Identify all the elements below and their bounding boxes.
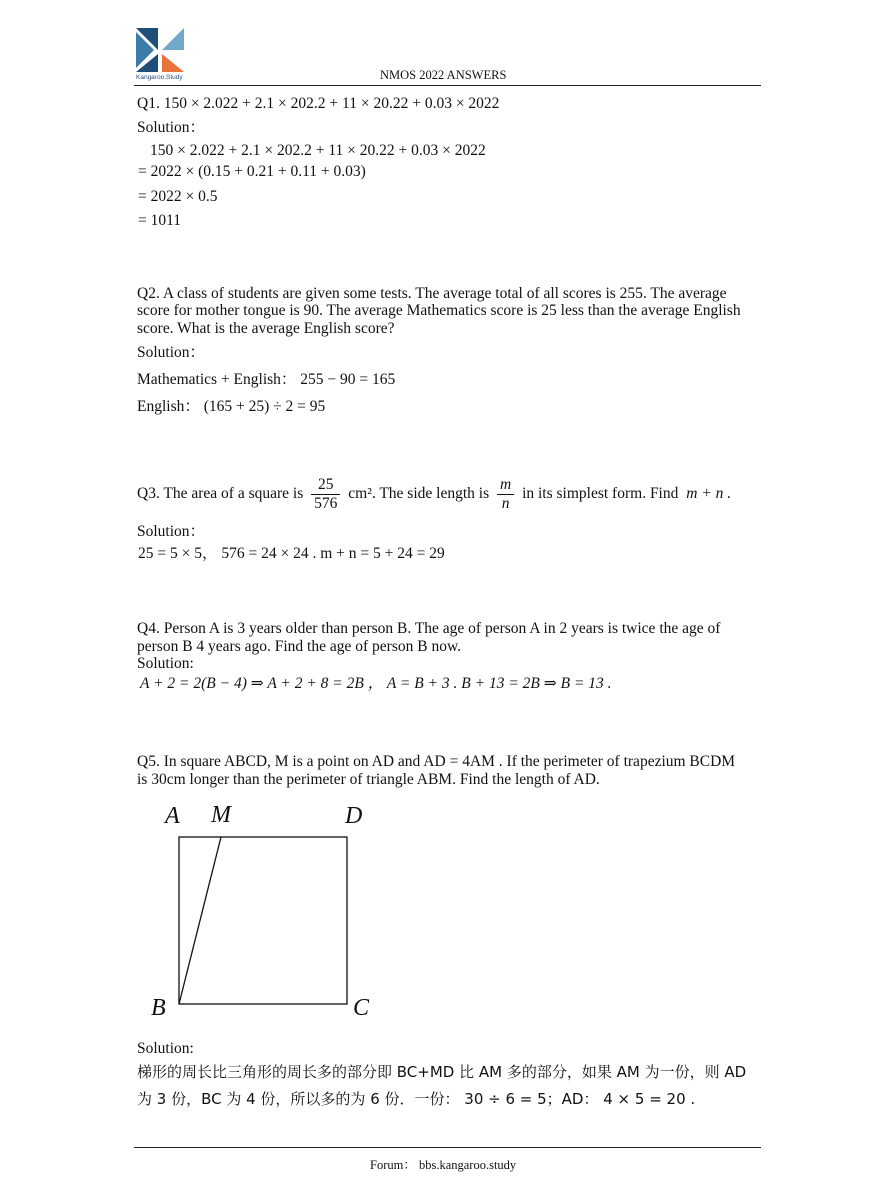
header-title: NMOS 2022 ANSWERS — [380, 68, 507, 82]
q3-frac1-num: 25 — [311, 476, 340, 495]
q2-step-1: Mathematics + English： 255 − 90 = 165 — [137, 371, 396, 388]
kangaroo-logo-icon — [136, 28, 184, 80]
label-b: B — [151, 995, 166, 1021]
q5-question-line-1: Q5. In square ABCD, M is a point on AD and AD = 4AM . If the perimeter of trapezium BCDM — [137, 753, 736, 770]
q3-question — [137, 476, 731, 513]
footer-text: Forum： bbs.kangaroo.study — [370, 1158, 517, 1172]
q5-solution-label: Solution: — [137, 1040, 194, 1057]
q2-solution-label: Solution： — [137, 344, 206, 361]
q3-find-expr: m + n . — [686, 485, 732, 503]
logo-text: Kangaroo.Study — [136, 74, 183, 81]
q3-prefix: Q3. The area of a square is — [137, 485, 304, 503]
q3-fraction-side — [497, 476, 514, 513]
q2-question-line-2: score for mother tongue is 90. The average Mathematics score is 25 less than the average English — [137, 302, 741, 319]
label-c: C — [353, 995, 370, 1021]
header-rule — [134, 85, 761, 86]
q3-frac1-den: 576 — [314, 495, 338, 512]
q1-step-3: = 2022 × 0.5 — [138, 188, 218, 205]
q4-solution-line: A + 2 = 2(B − 4) ⇒ A + 2 + 8 = 2B ， A = B + 3 . B + 13 = 2B ⇒ B = 13 . — [140, 675, 612, 692]
q1-step-1: 150 × 2.022 + 2.1 × 202.2 + 11 × 20.22 + 0.03 × 2022 — [150, 142, 486, 159]
q5-question-line-2: is 30cm longer than the perimeter of triangle ABM. Find the length of AD. — [137, 771, 600, 788]
q1-question: Q1. 150 × 2.022 + 2.1 × 202.2 + 11 × 20.22 + 0.03 × 2022 — [137, 95, 500, 112]
q4-solution-label: Solution: — [137, 655, 194, 672]
q2-question-line-1: Q2. A class of students are given some tests. The average total of all scores is 255. The average — [137, 285, 727, 302]
q1-step-2: = 2022 × (0.15 + 0.21 + 0.11 + 0.03) — [138, 163, 366, 180]
q2-step-2: English： (165 + 25) ÷ 2 = 95 — [137, 398, 326, 415]
q1-solution-label: Solution： — [137, 119, 206, 136]
label-a: A — [165, 803, 180, 829]
q3-fraction-area — [311, 476, 340, 513]
q3-solution-line: 25 = 5 × 5， 576 = 24 × 24 . m + n = 5 + 24 = 29 — [138, 545, 445, 562]
q4-question-line-2: person B 4 years ago. Find the age of person B now. — [137, 638, 462, 655]
q4-question-line-1: Q4. Person A is 3 years older than person B. The age of person A in 2 years is twice the age of — [137, 620, 721, 637]
q1-step-4: = 1011 — [138, 212, 182, 229]
q5-solution-line-2: 为 3 份，BC 为 4 份，所以多的为 6 份．一份： 30 ÷ 6 = 5；AD： 4 × 5 = 20 . — [137, 1090, 696, 1108]
segment-bm — [179, 837, 221, 1004]
footer-rule — [134, 1147, 761, 1148]
q3-frac2-num: m — [497, 476, 514, 495]
q3-suffix: in its simplest form. Find — [522, 485, 679, 503]
label-d: D — [345, 803, 363, 829]
q3-mid: cm². The side length is — [348, 485, 490, 503]
q3-frac2-den: n — [501, 495, 510, 512]
q2-question-line-3: score. What is the average English score? — [137, 320, 395, 337]
square-abcd — [179, 837, 347, 1004]
label-m: M — [211, 802, 231, 828]
q3-solution-label: Solution： — [137, 523, 206, 540]
q5-solution-line-1: 梯形的周长比三角形的周长多的部分即 BC+MD 比 AM 多的部分，如果 AM 为一份，则 AD — [137, 1063, 747, 1081]
